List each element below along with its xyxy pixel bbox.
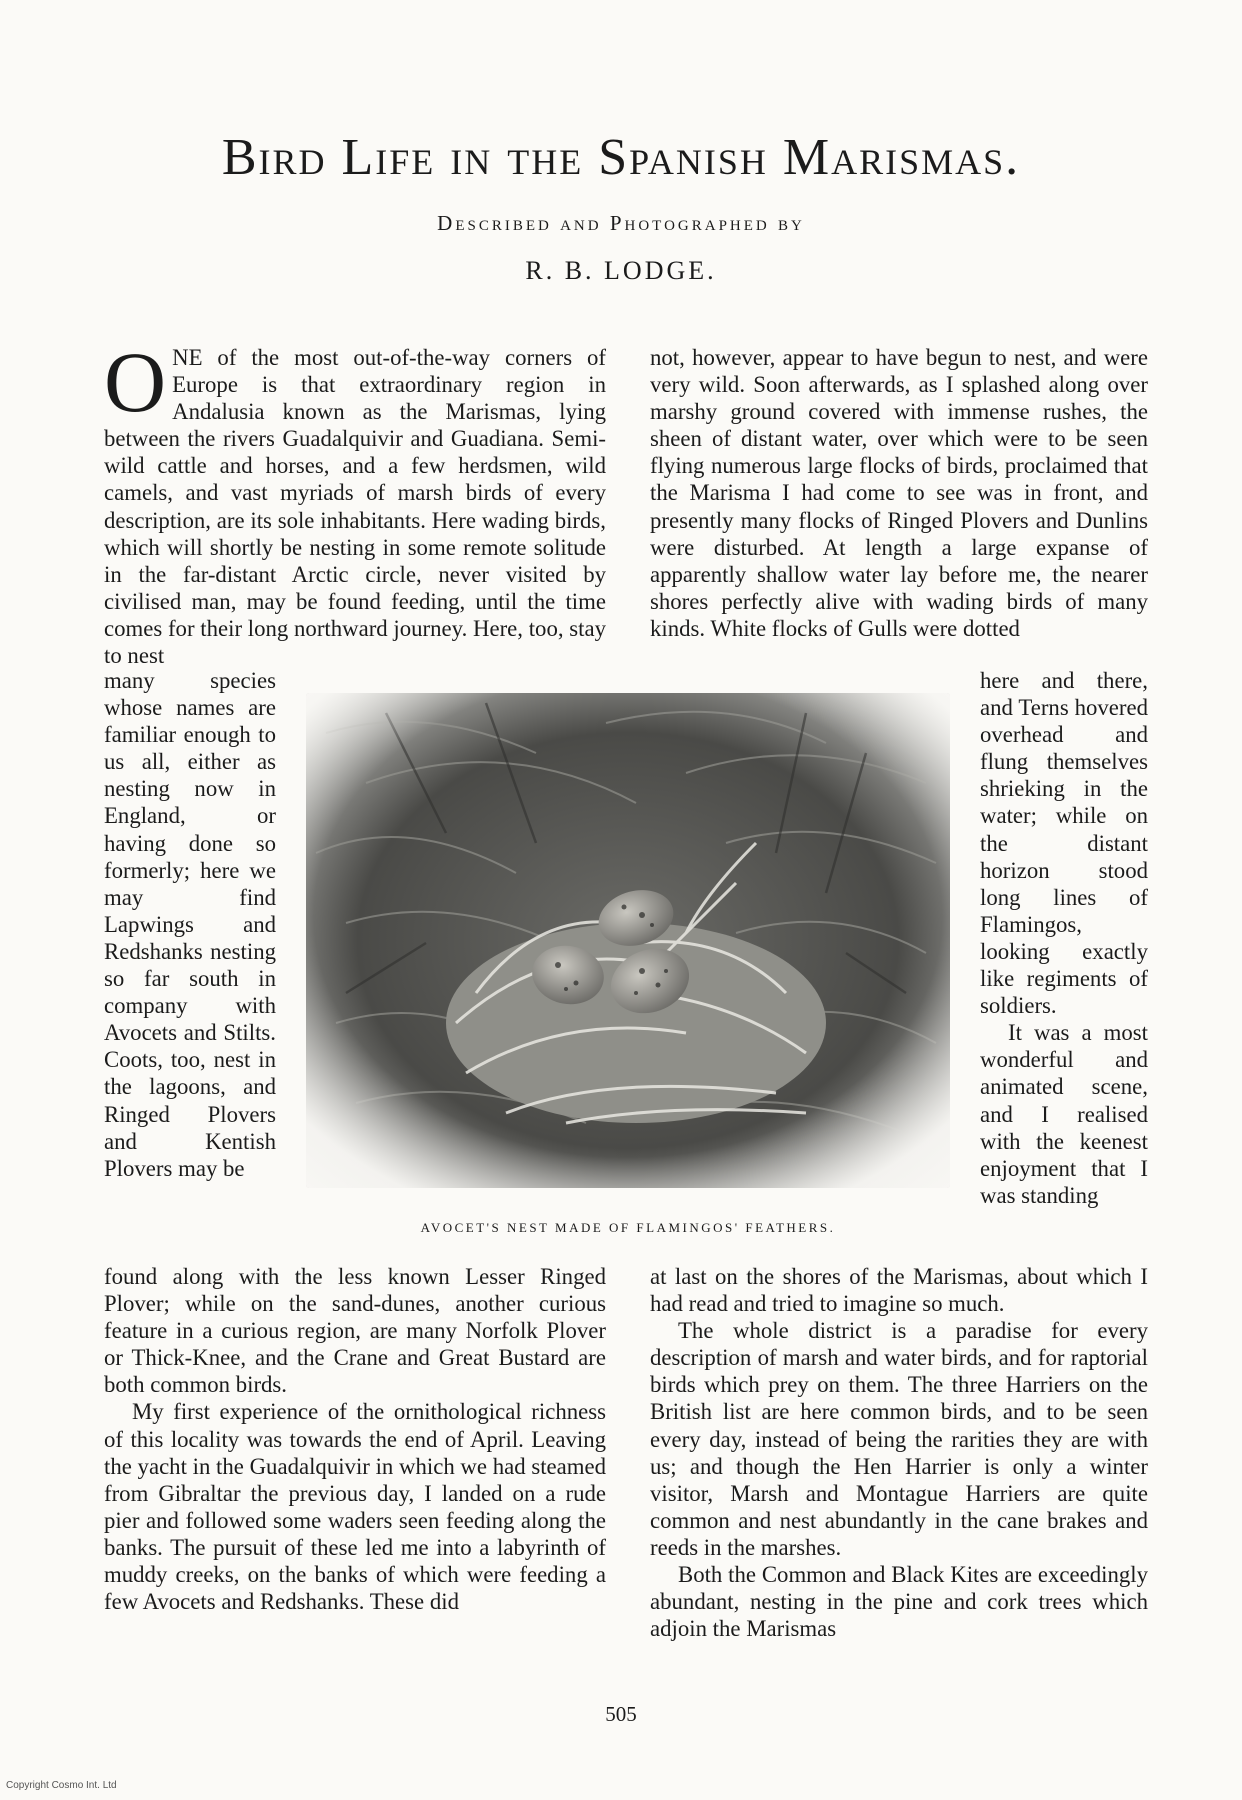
right-column-top <box>650 344 1148 666</box>
article-title: Bird Life in the Spanish Marismas. <box>221 129 1021 186</box>
byline: Described and Photographed by <box>437 211 805 235</box>
copyright-footer: Copyright Cosmo Int. Ltd <box>6 1780 117 1791</box>
left-column-top <box>104 334 606 669</box>
right-bottom-p3: Both the Common and Black Kites are exceedingly abundant, nesting in the pine and cork trees which adjoin the Marismas <box>650 1562 1148 1642</box>
left-narrow-column <box>104 667 276 1263</box>
author: R. B. LODGE. <box>525 256 717 285</box>
left-column-bottom <box>104 1263 606 1615</box>
avocet-nest-photo <box>306 693 950 1188</box>
photo-caption: AVOCET'S NEST MADE OF FLAMINGOS' FEATHERS. <box>420 1220 836 1235</box>
left-top-text: NE of the most out-of-the-way corners of Europe is that extraordinary region in Andalusia known as the Marismas, lying between the rivers Guadalquivir and Guadiana. Semi-wild cattle and horses, and a few herdsmen, wild camels, and vast myriads of marsh birds of every description, are its sole inhabitants. Here wading birds, which will shortly be nesting in some remote solitude in the far-distant Arctic circle, never visited by civilised man, may be found feeding, until the time comes for their long northward journey. Here, too, stay to nest <box>104 345 606 669</box>
left-narrow-text: many species whose names are familiar enough to us all, either as nesting now in England, or having done so formerly; here we may find Lapwings and Redshanks nesting so far south in company with Avocets and Stilts. Coots, too, nest in the lagoons, and Ringed Plovers and Kentish Plovers may be <box>104 668 276 1181</box>
right-column-bottom <box>650 1263 1148 1642</box>
left-bottom-p1: found along with the less known Lesser Ringed Plover; while on the sand-dunes, another curious feature in a curious region, are many Norfolk Plover or Thick-Knee, and the Crane and Great Bustard are both common birds. <box>104 1264 606 1398</box>
drop-cap: O <box>104 334 167 430</box>
left-bottom-p2: My first experience of the ornithological richness of this locality was towards the end of April. Leaving the yacht in the Guadalquivir in which we had steamed from Gibraltar the previous day, I landed on a rude pier and followed some waders seen feeding along the banks. The pursuit of these led me into a labyrinth of muddy creeks, on the banks of which were feeding a few Avocets and Redshanks. These did <box>104 1399 607 1615</box>
right-top-text: not, however, appear to have begun to nest, and were very wild. Soon afterwards, as I splashed along over marshy ground covered with immense rushes, the sheen of distant water, over which were to be seen flying numerous large flocks of birds, proclaimed that the Marisma I had come to see was in front, and presently many flocks of Ringed Plovers and Dunlins were disturbed. At length a large expanse of apparently shallow water lay before me, the nearer shores perfectly alive with wading birds of many kinds. White flocks of Gulls were dotted <box>650 345 1148 641</box>
right-narrow-column <box>980 667 1148 1263</box>
page-number: 505 <box>605 1702 637 1726</box>
right-bottom-p1: at last on the shores of the Marismas, about which I had read and tried to imagine so much. <box>650 1264 1148 1317</box>
right-narrow-p1: here and there, and Terns hovered overhead and flung themselves shrieking in the water; while on the distant horizon stood long lines of Flamingos, looking exactly like regiments of soldiers. <box>980 668 1148 1019</box>
right-bottom-p2: The whole district is a paradise for every description of marsh and water birds, and for raptorial birds which prey on them. The three Harriers on the British list are here common birds, and to be seen every day, instead of being the rarities they are with us; and though the Hen Harrier is only a winter visitor, Marsh and Montague Harriers are quite common and nest abundantly in the cane brakes and reeds in the marshes. <box>650 1318 1148 1560</box>
right-narrow-p2: It was a most wonderful and animated scene, and I realised with the keenest enjoyment that I was standing <box>980 1020 1148 1208</box>
